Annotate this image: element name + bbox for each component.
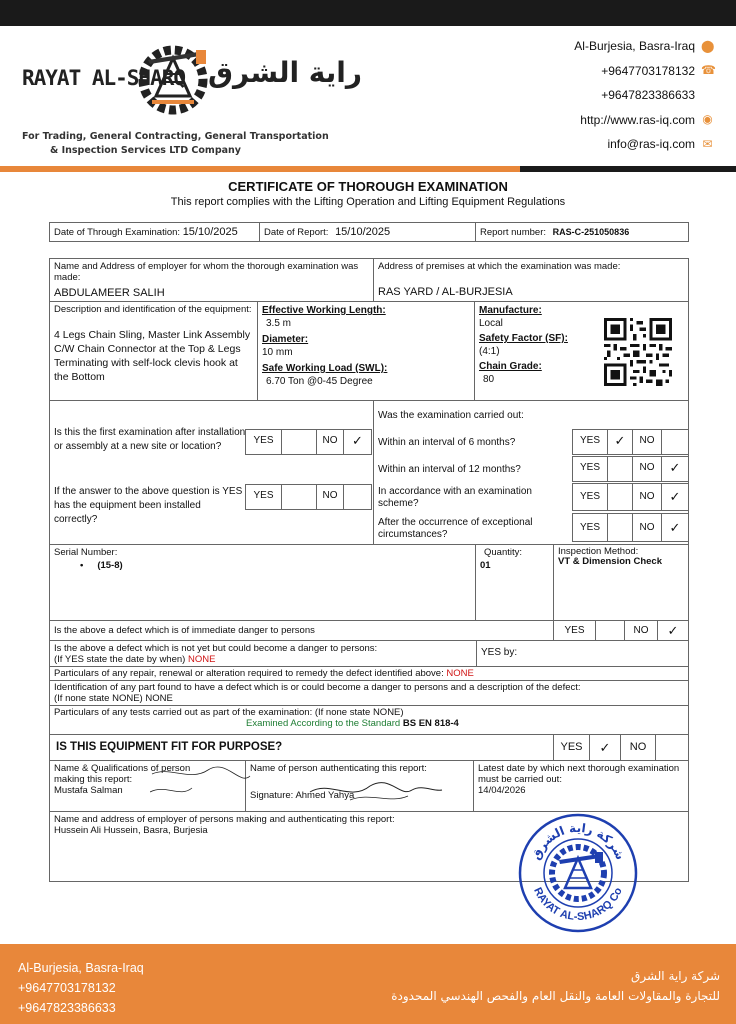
repair-label: Particulars of any repair, renewal or alteration required to remedy the defect identified above: [54,668,444,679]
tests-cell [49,705,689,735]
description-value: 4 Legs Chain Sling, Master Link Assembly C/W Chain Connector at the Top & Legs Terminating with self-lock clevis hook at the Bottom [54,329,251,383]
location-pin-icon: ⬤ [701,38,715,53]
safety-factor-label: Safety Factor (SF): [479,333,568,344]
fit-no-box[interactable] [655,734,689,761]
address-text: Al-Burjesia, Basra-Iraq [574,39,695,53]
not-yet-defect-cell [49,640,477,667]
not-yet-answer-line [54,654,472,665]
diameter-label: Diameter: [262,334,309,345]
premises-cell [373,258,689,302]
first-exam-no-check[interactable]: ✓ [343,429,372,455]
contact-website[interactable] [574,108,714,133]
not-yet-question: Is the above a defect which is not yet but could become a danger to persons: [54,643,378,654]
tests-value: Examined According to the Standard [246,718,401,729]
description-label: Description and identification of the equipment: [54,304,252,315]
description-cell [49,301,258,401]
report-date-label: Date of Report: [264,227,329,238]
brand-name-ar: راية الشرق [208,56,363,89]
installed-no-box[interactable] [343,484,372,510]
tests-standard: BS EN 818-4 [402,718,459,729]
exceptional-yes[interactable]: YES [572,513,608,542]
footer-description-ar: للتجارة والمقاولات العامة والنقل العام والفحص الهندسي المحدودة [391,989,720,1003]
installed-no[interactable]: NO [316,484,344,510]
diameter-value: 10 mm [262,346,293,358]
swl-value: 6.70 Ton @0-45 Degree [266,375,373,387]
footer-address: Al-Burjesia, Basra-Iraq [18,961,144,975]
identification-label: Identification of any part found to have a defect which is or could become a danger to persons and a description of the defect: [54,682,581,693]
tagline-line-2: & Inspection Services LTD Company [50,145,241,156]
website-link[interactable]: http://www.ras-iq.com [580,112,695,127]
manufacture-value: Local [479,317,503,329]
letterhead [0,26,736,168]
stamp-english-text: RAYAT AL-SHARQ Co [531,885,625,924]
swl-label: Safe Working Load (SWL): [262,363,388,374]
exam-date-cell [49,222,260,242]
scheme-question: In accordance with an examination scheme? [378,486,532,509]
interval-12-no[interactable]: NO [632,456,662,482]
carried-out-label: Was the examination carried out: [378,410,524,421]
contact-phone-1 [574,59,714,84]
stamp-arabic-text: شركة راية الشرق [528,820,628,862]
interval-12-yes-box[interactable] [607,456,633,482]
quantity-cell [475,544,554,621]
signature-name: Ahmed Yahya [295,790,355,801]
footer-phone-2: +9647823386633 [18,1001,116,1015]
chain-grade-value: 80 [483,373,495,385]
fit-yes-check[interactable]: ✓ [589,734,621,761]
mail-icon: ✉ [702,136,713,151]
exceptional-no[interactable]: NO [632,513,662,542]
method-cell [553,544,689,621]
employer-label: Name and Address of employer for whom the thorough examination was made: [54,261,359,283]
exceptional-no-check[interactable]: ✓ [661,513,689,542]
phone-1-text: +9647703178132 [601,63,695,78]
employer-persons-value: Hussein Ali Hussein, Basra, Burjesia [54,825,208,836]
contact-block [574,34,714,157]
brand-name-en: RAYAT AL-SHARQ [22,66,186,90]
repair-answer: NONE [446,668,474,679]
quantity-label: Quantity: [484,547,523,558]
next-exam-value: 14/04/2026 [478,785,526,796]
scheme-no[interactable]: NO [632,483,662,511]
identification-answer: (If none state NONE) NONE [54,693,173,704]
employer-persons-label: Name and address of employer of persons making and authenticating this report: [54,814,395,825]
signature-label: Signature: [250,790,294,801]
ewl-value: 3.5 m [266,317,292,329]
interval-6-question: Within an interval of 6 months? [378,437,516,448]
signature-scribbles [150,762,450,812]
contact-phone-2 [574,83,714,108]
interval-6-yes-check[interactable]: ✓ [607,429,633,455]
footer-company-ar: شركة راية الشرق [631,969,720,983]
fit-yes[interactable]: YES [553,734,590,761]
footer-phone-1: +9647703178132 [18,981,116,995]
company-tagline [22,130,342,158]
next-exam-cell [473,760,689,812]
safety-factor-value: (4:1) [479,345,500,357]
tagline-line-1: For Trading, General Contracting, General Transportation [22,131,329,142]
scheme-yes-box[interactable] [607,483,633,511]
footer [0,944,736,1024]
orange-stripe [0,166,520,172]
installed-question: If the answer to the above question is YES has the equipment been installed correctly? [54,486,243,525]
dimensions-cell [257,301,475,401]
identification-cell [49,680,689,706]
immediate-no[interactable]: NO [624,620,658,641]
exam-date-value: 15/10/2025 [182,226,238,238]
tests-answer-line [54,718,684,729]
authenticating-label: Name of person authenticating this report: [250,763,427,774]
qr-code-icon[interactable] [604,318,672,386]
interval-6-no-box[interactable] [661,429,689,455]
installed-yes[interactable]: YES [245,484,282,510]
serial-item: • (15-8) [80,560,123,571]
report-date-cell [259,222,476,242]
premises-value: RAS YARD / AL-BURJESIA [378,286,513,298]
report-date-value: 15/10/2025 [335,226,391,238]
installed-yes-box[interactable] [281,484,317,510]
serial-label: Serial Number: [54,547,118,558]
method-value: VT & Dimension Check [558,556,662,567]
certificate-subtitle: This report complies with the Lifting Operation and Lifting Equipment Regulations [170,196,566,208]
exam-date-label: Date of Through Examination: [54,227,181,238]
tests-label: Particulars of any tests carried out as part of the examination: (If none state NONE) [54,707,404,718]
not-yet-answer: NONE [187,654,216,665]
making-person-label: Name & Qualifications of person making this report: [54,763,191,785]
contact-email[interactable] [574,132,714,157]
phone-icon: ☎ [701,63,716,78]
scheme-yes[interactable]: YES [572,483,608,511]
first-exam-question: Is this the first examination after installation or assembly at a new site or location? [54,427,246,452]
company-stamp [517,812,639,934]
interval-12-yes[interactable]: YES [572,456,608,482]
serial-cell [49,544,476,621]
contact-address [574,34,714,59]
method-label: Inspection Method: [558,546,639,557]
repair-cell [49,666,689,681]
fit-for-purpose-label: IS THIS EQUIPMENT FIT FOR PURPOSE? [49,734,554,761]
first-exam-yes[interactable]: YES [245,429,282,455]
report-number-label: Report number: [480,227,547,238]
interval-12-no-check[interactable]: ✓ [661,456,689,482]
yes-by-cell: YES by: [476,640,689,667]
interval-6-no[interactable]: NO [632,429,662,455]
report-number-cell [475,222,689,242]
not-yet-instruction: (If YES state the date by when) [54,654,186,665]
fit-no[interactable]: NO [620,734,656,761]
premises-label: Address of premises at which the examination was made: [378,261,621,272]
ewl-label: Effective Working Length: [262,305,386,316]
certificate-title: CERTIFICATE OF THOROUGH EXAMINATION [228,179,508,194]
first-exam-no[interactable]: NO [316,429,344,455]
email-link[interactable]: info@ras-iq.com [607,137,695,151]
serial-value: (15-8) [97,560,123,571]
interval-6-yes[interactable]: YES [572,429,608,455]
next-exam-label: Latest date by which next thorough examination must be carried out: [478,763,680,785]
immediate-yes-box[interactable] [595,620,625,641]
scheme-no-check[interactable]: ✓ [661,483,689,511]
exceptional-yes-box[interactable] [607,513,633,542]
globe-icon: ◉ [702,112,713,127]
phone-2-text: +9647823386633 [601,88,695,102]
immediate-yes[interactable]: YES [553,620,596,641]
chain-grade-label: Chain Grade: [479,361,542,372]
first-exam-yes-box[interactable] [281,429,317,455]
manufacture-label: Manufacture: [479,305,542,316]
exceptional-question: After the occurrence of exceptional circumstances? [378,517,533,540]
immediate-no-check[interactable]: ✓ [657,620,689,641]
immediate-defect-question: Is the above a defect which is of immediate danger to persons [49,620,554,641]
report-number-value: RAS-C-251050836 [552,227,630,237]
employer-cell [49,258,374,302]
quantity-value: 01 [480,560,491,571]
employer-value: ABDULAMEER SALIH [54,287,165,299]
interval-12-question: Within an interval of 12 months? [378,464,521,475]
footer-contact [18,958,144,1018]
top-bar [0,0,736,26]
making-person-value: Mustafa Salman [54,785,123,796]
dark-stripe [520,166,736,172]
footer-arabic [391,966,720,1006]
